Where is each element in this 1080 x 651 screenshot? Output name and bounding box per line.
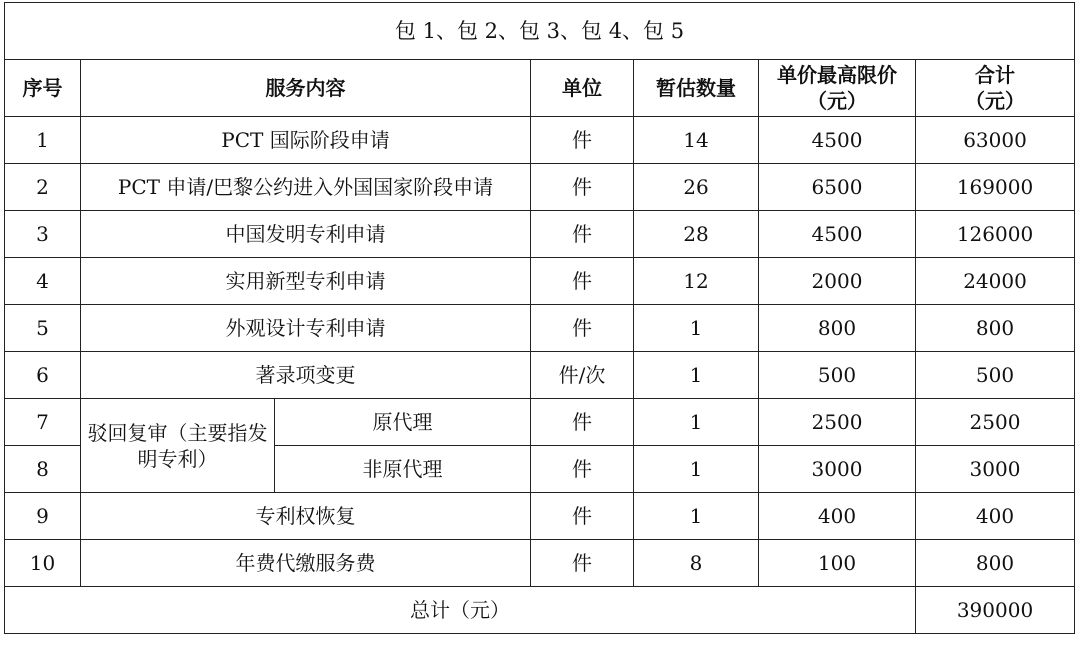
cell-total: 500 xyxy=(916,352,1075,399)
cell-price: 500 xyxy=(759,352,916,399)
cell-price: 100 xyxy=(759,540,916,587)
table-row xyxy=(5,258,1075,305)
cell-unit: 件 xyxy=(531,117,634,164)
cell-total: 3000 xyxy=(916,446,1075,493)
cell-service: 外观设计专利申请 xyxy=(81,305,531,352)
cell-service: PCT 国际阶段申请 xyxy=(81,117,531,164)
cell-price: 4500 xyxy=(759,211,916,258)
header-no: 序号 xyxy=(5,60,81,117)
cell-qty: 8 xyxy=(634,540,759,587)
cell-qty: 1 xyxy=(634,493,759,540)
header-price-line2: （元） xyxy=(807,89,867,113)
cell-unit: 件 xyxy=(531,258,634,305)
cell-price: 3000 xyxy=(759,446,916,493)
header-total xyxy=(916,60,1075,117)
header-price-line1: 单价最高限价 xyxy=(777,63,897,87)
cell-total: 126000 xyxy=(916,211,1075,258)
cell-no: 9 xyxy=(5,493,81,540)
cell-service: 实用新型专利申请 xyxy=(81,258,531,305)
table-title: 包 1、包 2、包 3、包 4、包 5 xyxy=(5,3,1075,60)
cell-qty: 28 xyxy=(634,211,759,258)
cell-price: 2000 xyxy=(759,258,916,305)
cell-no: 5 xyxy=(5,305,81,352)
cell-no: 3 xyxy=(5,211,81,258)
cell-no: 10 xyxy=(5,540,81,587)
header-qty: 暂估数量 xyxy=(634,60,759,117)
cell-service: 著录项变更 xyxy=(81,352,531,399)
cell-qty: 14 xyxy=(634,117,759,164)
service-price-table xyxy=(4,2,1075,634)
table-row xyxy=(5,493,1075,540)
cell-no: 1 xyxy=(5,117,81,164)
cell-service: 原代理 xyxy=(275,399,531,446)
cell-total: 169000 xyxy=(916,164,1075,211)
cell-price: 6500 xyxy=(759,164,916,211)
cell-service: 非原代理 xyxy=(275,446,531,493)
cell-service: 年费代缴服务费 xyxy=(81,540,531,587)
table-row xyxy=(5,211,1075,258)
cell-price: 800 xyxy=(759,305,916,352)
cell-total: 400 xyxy=(916,493,1075,540)
table-row xyxy=(5,305,1075,352)
table-row xyxy=(5,352,1075,399)
cell-qty: 1 xyxy=(634,446,759,493)
cell-unit: 件 xyxy=(531,446,634,493)
cell-unit: 件 xyxy=(531,399,634,446)
cell-qty: 1 xyxy=(634,352,759,399)
grand-total-value: 390000 xyxy=(916,587,1075,634)
cell-unit: 件/次 xyxy=(531,352,634,399)
table-row xyxy=(5,399,1075,446)
cell-price: 400 xyxy=(759,493,916,540)
cell-no: 7 xyxy=(5,399,81,446)
cell-total: 24000 xyxy=(916,258,1075,305)
grand-total-row xyxy=(5,587,1075,634)
cell-service: 专利权恢复 xyxy=(81,493,531,540)
cell-unit: 件 xyxy=(531,493,634,540)
header-total-line2: （元） xyxy=(965,89,1025,113)
cell-price: 4500 xyxy=(759,117,916,164)
cell-qty: 1 xyxy=(634,399,759,446)
table-row xyxy=(5,164,1075,211)
grand-total-label: 总计（元） xyxy=(5,587,916,634)
cell-unit: 件 xyxy=(531,164,634,211)
header-service: 服务内容 xyxy=(81,60,531,117)
header-unit: 单位 xyxy=(531,60,634,117)
cell-service: 中国发明专利申请 xyxy=(81,211,531,258)
cell-qty: 26 xyxy=(634,164,759,211)
cell-no: 8 xyxy=(5,446,81,493)
header-price xyxy=(759,60,916,117)
cell-price: 2500 xyxy=(759,399,916,446)
cell-no: 4 xyxy=(5,258,81,305)
cell-no: 2 xyxy=(5,164,81,211)
cell-total: 2500 xyxy=(916,399,1075,446)
table-row xyxy=(5,117,1075,164)
cell-service: PCT 申请/巴黎公约进入外国国家阶段申请 xyxy=(81,164,531,211)
cell-qty: 1 xyxy=(634,305,759,352)
cell-unit: 件 xyxy=(531,211,634,258)
cell-unit: 件 xyxy=(531,305,634,352)
table-row xyxy=(5,540,1075,587)
cell-no: 6 xyxy=(5,352,81,399)
cell-total: 800 xyxy=(916,305,1075,352)
cell-total: 63000 xyxy=(916,117,1075,164)
cell-total: 800 xyxy=(916,540,1075,587)
cell-service-group: 驳回复审（主要指发明专利） xyxy=(81,399,275,493)
cell-unit: 件 xyxy=(531,540,634,587)
cell-qty: 12 xyxy=(634,258,759,305)
header-total-line1: 合计 xyxy=(975,63,1015,87)
header-row xyxy=(5,60,1075,117)
